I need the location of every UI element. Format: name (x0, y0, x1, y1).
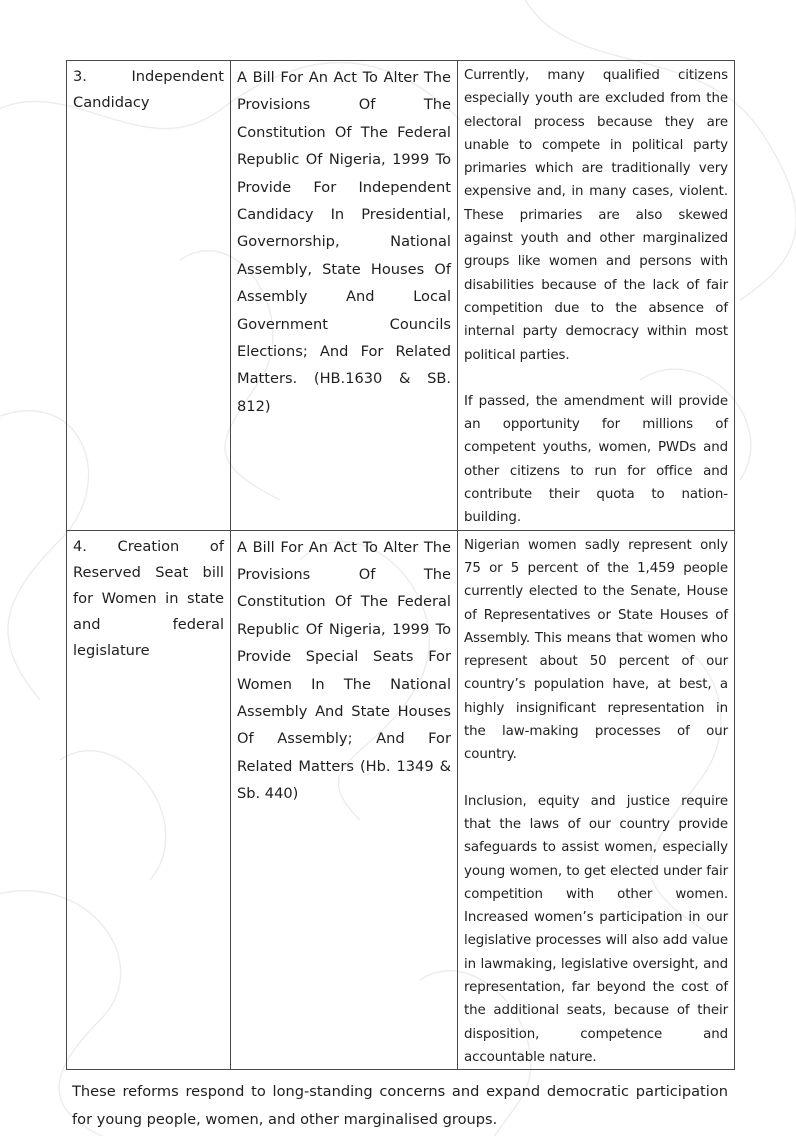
description-paragraph: Currently, many qualified citizens especially youth are excluded from the electoral process because they are unable to compete in political party primaries which are traditionally very expensive and, in many cases, violent. These primaries are also skewed against youth and other marginalized groups like women and persons with disabilities because of the lack of fair competition due to the absence of internal party democracy within most political parties. (464, 68, 728, 363)
bill-description-cell (458, 61, 735, 531)
bill-text-cell: A Bill For An Act To Alter The Provisions Of The Constitution Of The Federal Republic Of Nigeria, 1999 To Provide Special Seats For Women In The National Assembly And State Houses Of Assembly; And For Related Matters (Hb. 1349 & Sb. 440) (231, 530, 458, 1070)
description-paragraph: Inclusion, equity and justice require that the laws of our country provide safeguards to assist women, especially young women, to get elected under fair competition with other women. Increased women’s participation in our legislative processes will also add value in lawmaking, legislative oversight, and representation, far beyond the cost of the additional seats, because of their disposition, competence and accountable nature. (464, 793, 728, 1065)
table-row (67, 530, 735, 1070)
description-paragraph: If passed, the amendment will provide an opportunity for millions of competent youths, women, PWDs and other citizens to run for office and contribute their quota to nation-building. (464, 393, 728, 526)
bills-table (66, 60, 735, 1070)
bill-text-cell: A Bill For An Act To Alter The Provisions Of The Constitution Of The Federal Republic Of Nigeria, 1999 To Provide For Independent Candidacy In Presidential, Governorship, National Assembly, State Houses Of Assembly And Local Government Councils Elections; And For Related Matters. (HB.1630 & SB. 812) (231, 61, 458, 531)
bill-title-cell: 4. Creation of Reserved Seat bill for Women in state and federal legislature (67, 530, 231, 1070)
closing-paragraph: These reforms respond to long-standing concerns and expand democratic participation for young people, women, and other marginalised groups. (72, 1083, 728, 1129)
document-page (66, 60, 734, 1134)
description-paragraph: Nigerian women sadly represent only 75 or 5 percent of the 1,459 people currently elected to the Senate, House of Representatives or State Houses of Assembly. This means that women who represent about 50 percent of our country’s population have, at best, a highly insignificant representation in the law-making processes of our country. (464, 537, 728, 763)
table-row (67, 61, 735, 531)
bill-description-cell (458, 530, 735, 1070)
bill-title-cell: 3. Independent Candidacy (67, 61, 231, 531)
